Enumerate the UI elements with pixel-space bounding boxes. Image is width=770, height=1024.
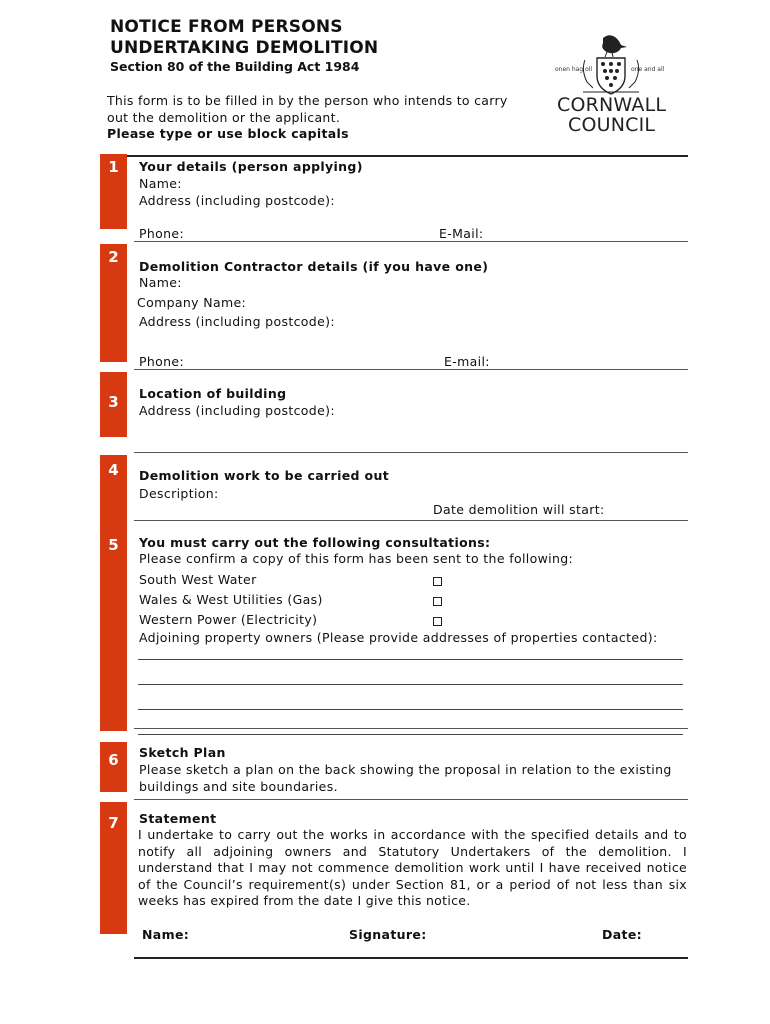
logo-line-2: COUNCIL — [568, 114, 656, 136]
statement-signature-label: Signature: — [349, 927, 427, 942]
section-6-number-bar — [100, 742, 127, 792]
section-2-bottom-rule — [134, 369, 688, 370]
form-title-line-2: UNDERTAKING DEMOLITION — [110, 38, 379, 58]
section-2-phone-label: Phone: — [139, 354, 185, 369]
section-1-name-label: Name: — [139, 176, 182, 191]
section-2-address-label: Address (including postcode): — [139, 314, 335, 329]
adjoining-address-line-3[interactable] — [138, 709, 683, 710]
section-6-heading: Sketch Plan — [139, 745, 226, 760]
cornwall-council-crest-icon — [555, 30, 665, 100]
section-7-number: 7 — [108, 814, 119, 832]
section-2-email-label: E-mail: — [444, 354, 490, 369]
section-3-bottom-rule — [134, 452, 688, 453]
section-7-number-bar — [100, 802, 127, 934]
section-2-number-bar — [100, 244, 127, 362]
logo-line-1: CORNWALL — [557, 94, 667, 116]
section-7-bottom-rule — [134, 957, 688, 959]
section-5-number-bar — [100, 523, 127, 731]
form-subtitle: Section 80 of the Building Act 1984 — [110, 59, 360, 74]
section-6-text-line-2: buildings and site boundaries. — [139, 779, 338, 794]
section-2-name-label: Name: — [139, 275, 182, 290]
adjoining-address-line-4[interactable] — [138, 734, 683, 735]
section-1-number-bar — [100, 154, 127, 229]
council-logo — [555, 30, 665, 140]
consultee-south-west-water-checkbox[interactable] — [433, 577, 442, 586]
section-2-heading: Demolition Contractor details (if you have one) — [139, 259, 489, 274]
section-3-number-bar — [100, 372, 127, 437]
consultee-western-power-label: Western Power (Electricity) — [139, 612, 318, 627]
section-3-number: 3 — [108, 393, 119, 411]
motto-right: one and all — [631, 66, 665, 73]
section-5-heading: You must carry out the following consultations: — [139, 535, 491, 550]
section-2-company-label: Company Name: — [137, 295, 247, 310]
consultee-south-west-water-label: South West Water — [139, 572, 257, 587]
consultee-western-power-checkbox[interactable] — [433, 617, 442, 626]
section-4-date-start-label: Date demolition will start: — [433, 502, 605, 517]
section-1-heading: Your details (person applying) — [139, 159, 363, 174]
section-4-number: 4 — [108, 461, 119, 479]
statement-date-label: Date: — [602, 927, 643, 942]
adjoining-address-line-2[interactable] — [138, 684, 683, 685]
section-5-adjoining-label: Adjoining property owners (Please provide addresses of properties contacted): — [139, 630, 658, 645]
section-5-bottom-rule — [134, 728, 688, 729]
section-6-number: 6 — [108, 751, 119, 769]
section-5-confirm-text: Please confirm a copy of this form has been sent to the following: — [139, 551, 574, 566]
section-7-heading: Statement — [139, 811, 217, 826]
section-3-heading: Location of building — [139, 386, 287, 401]
section-3-address-label: Address (including postcode): — [139, 403, 335, 418]
section-2-number: 2 — [108, 248, 119, 266]
form-title-line-1: NOTICE FROM PERSONS — [110, 17, 343, 37]
section-1-phone-label: Phone: — [139, 226, 185, 241]
section-1-number: 1 — [108, 158, 119, 176]
section-6-bottom-rule — [134, 799, 688, 800]
statement-text: I undertake to carry out the works in accordance with the specified details and to notify all adjoining owners and Statutory Undertakers of the demolition. I understand that I may not commence demolition work until I have received notice of the Council’s requirement(s) under Section 81, or a period of not less than six weeks has expired from the date I give this notice. — [138, 827, 687, 909]
statement-name-label: Name: — [142, 927, 190, 942]
intro-instruction: Please type or use block capitals — [107, 126, 349, 141]
section-4-description-label: Description: — [139, 486, 219, 501]
motto-left: onen hag oll — [555, 66, 593, 73]
consultee-wales-west-utilities-label: Wales & West Utilities (Gas) — [139, 592, 323, 607]
section-1-top-rule — [127, 155, 688, 157]
section-1-email-label: E-Mail: — [439, 226, 484, 241]
section-6-text-line-1: Please sketch a plan on the back showing the proposal in relation to the existing — [139, 762, 672, 777]
intro-text-line-2: out the demolition or the applicant. — [107, 110, 341, 125]
adjoining-address-line-1[interactable] — [138, 659, 683, 660]
section-4-heading: Demolition work to be carried out — [139, 468, 390, 483]
intro-text-line-1: This form is to be filled in by the person who intends to carry — [107, 93, 508, 108]
section-4-number-bar — [100, 455, 127, 525]
section-1-address-label: Address (including postcode): — [139, 193, 335, 208]
section-1-bottom-rule — [134, 241, 688, 242]
section-4-bottom-rule — [134, 520, 688, 521]
consultee-wales-west-utilities-checkbox[interactable] — [433, 597, 442, 606]
section-5-number: 5 — [108, 536, 119, 554]
